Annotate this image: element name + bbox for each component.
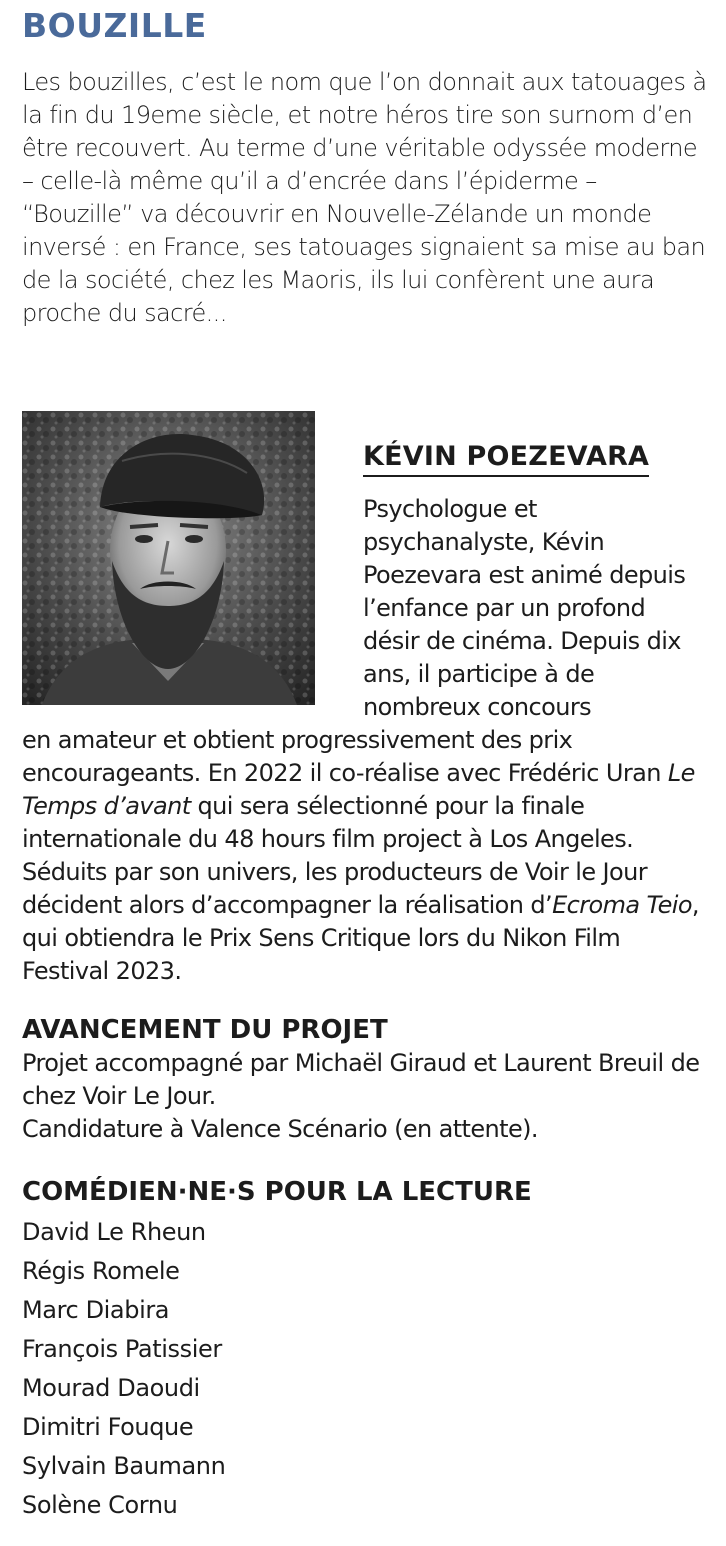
progress-heading: AVANCEMENT DU PROJET xyxy=(22,1015,388,1045)
cast-member: Sylvain Baumann xyxy=(22,1452,226,1480)
film-title: Ecroma Teio xyxy=(552,891,692,919)
portrait-photo xyxy=(22,411,315,705)
director-bio-intro: Psychologue et psychanalyste, Kévin Poezevara est animé depuis l’enfance par un profond désir de cinéma. Depuis dix ans, il participe à de nombreux concours xyxy=(363,495,686,721)
cast-member: Dimitri Fouque xyxy=(22,1413,194,1441)
project-title: BOUZILLE xyxy=(22,6,207,45)
film-title: Le Temps d’avant xyxy=(22,759,695,820)
director-name: KÉVIN POEZEVARA xyxy=(363,439,649,477)
bio-text-part: , qui obtiendra le Prix Sens Critique lors du Nikon Film Festival 2023. xyxy=(22,891,699,985)
bio-text-part: qui sera sélectionné pour la finale internationale du 48 hours film project à Los Angeles. Séduits par son univers, les producteurs de Voir le Jour décident alors d’accompagner la réalisation d’ xyxy=(22,792,647,919)
cast-member: Mourad Daoudi xyxy=(22,1374,200,1402)
bio-text-part: en amateur et obtient progressivement des prix encourageants. En 2022 il co-réalise avec Frédéric Uran xyxy=(22,726,668,787)
director-bio-continued xyxy=(22,724,712,988)
cast-list xyxy=(22,1213,225,1525)
cast-member: François Patissier xyxy=(22,1335,222,1363)
cast-member: David Le Rheun xyxy=(22,1218,206,1246)
cast-member: Régis Romele xyxy=(22,1257,180,1285)
portrait-photo-icon xyxy=(22,411,315,705)
synopsis-text: Les bouzilles, c’est le nom que l’on donnait aux tatouages à la fin du 19eme siècle, et notre héros tire son surnom d’en être recouvert. Au terme d’une véritable odyssée moderne – celle-là même qu’il a d’encrée dans l’épiderme – “Bouzille” va découvrir en Nouvelle-Zélande un monde inversé : en France, ses tatouages signaient sa mise au ban de la société, chez les Maoris, ils lui confèrent une aura proche du sacré... xyxy=(22,68,707,327)
progress-text-1: Projet accompagné par Michaël Giraud et Laurent Breuil de chez Voir Le Jour. xyxy=(22,1049,700,1110)
cast-heading: COMÉDIEN·NE·S POUR LA LECTURE xyxy=(22,1177,532,1207)
cast-member: Solène Cornu xyxy=(22,1491,178,1519)
progress-text-2: Candidature à Valence Scénario (en attente). xyxy=(22,1115,538,1143)
cast-member: Marc Diabira xyxy=(22,1296,170,1324)
